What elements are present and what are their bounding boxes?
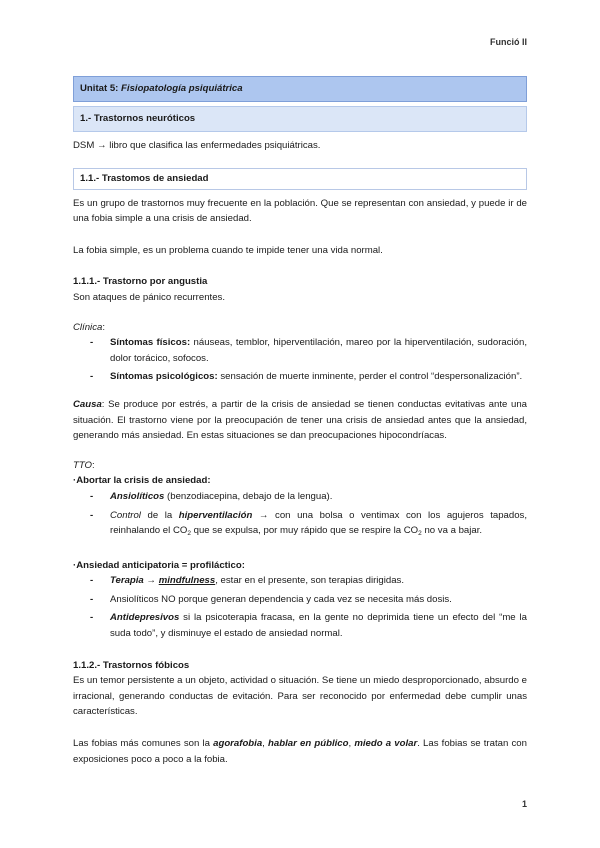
list-item: - Antidepresivos si la psicoterapia fracasa, en la gente no deprimida tiene un efecto del “me la suda todo”, y disminuye el estado de ansiedad normal. (73, 610, 527, 641)
tto-label: TTO: (73, 459, 95, 471)
list-item: - Síntomas psicológicos: sensación de muerte inminente, perder el control “despersonalización”. (73, 369, 527, 385)
anticipatoria-list (73, 573, 527, 641)
arrow-symbol: → (97, 140, 107, 151)
unit-title: Fisiopatología psiquiátrica (121, 83, 243, 95)
anxiety-intro: Es un grupo de trastornos muy frecuente en la población. Que se representan con ansiedad, y puede ir de una fobia simple a una crisis de ansiedad. (73, 197, 527, 225)
section-heading-1-1-2 (73, 658, 527, 674)
section-1-1-1-title: 1.1.1.- Trastorno por angustia (73, 276, 208, 288)
abortar-list (73, 489, 527, 542)
dsm-text: libro que clasifica las enfermedades psiquiátricas. (109, 140, 321, 151)
page-content (73, 76, 527, 767)
list-item: - Ansiolíticos (benzodiacepina, debajo de la lengua). (73, 489, 527, 505)
section-heading-1 (73, 106, 527, 132)
dsm-definition (73, 138, 527, 154)
causa-label: Causa (73, 398, 102, 410)
clinica-label: Clínica: (73, 321, 105, 333)
dsm-term: DSM (73, 140, 95, 151)
section-1-title: 1.- Trastornos neuróticos (80, 113, 196, 125)
panic-definition: Son ataques de pánico recurrentes. (73, 291, 226, 303)
anticipatoria-heading: ·Ansiedad anticipatoria = profiláctico: (73, 559, 245, 571)
section-heading-1-1-1 (73, 274, 527, 290)
section-1-1-title: 1.1.- Trastomos de ansiedad (80, 172, 209, 184)
phobia-definition: Es un temor persistente a un objeto, actividad o situación. Se tiene un miedo desproporcionado, absurdo e irracional, generando conductas de evitación. Para ser reconocido por enfermedad debe cumplir unas características. (73, 675, 527, 718)
list-item: - Control de la hiperventilación → con una bolsa o ventimax con los agujeros tapados, reinhalando el $CO_2$ que se expulsa, por muy rápido que se respire la $CO_2$ no va a bajar. (73, 508, 527, 542)
section-heading-1-1 (73, 168, 527, 190)
common-phobias: Las fobias más comunes son la agorafobia, hablar en público, miedo a volar. Las fobias se tratan con exposiciones poco a poco a la fobia. (73, 738, 527, 765)
list-item: - Terapia → mindfulness, estar en el presente, son terapias dirigidas. (73, 573, 527, 589)
list-item: - Síntomas físicos: náuseas, temblor, hiperventilación, mareo por la hiperventilación, sudoración, dolor torácico, sofocos. (73, 335, 527, 366)
list-item: - Ansiolíticos NO porque generan dependencia y cada vez se necesita más dosis. (73, 592, 527, 608)
unit-title-band (73, 76, 527, 102)
page-number: 1 (521, 799, 527, 809)
simple-phobia-note: La fobia simple, es un problema cuando te impide tener una vida normal. (73, 244, 383, 256)
running-header: Funció II (490, 37, 527, 47)
unit-label: Unitat 5: (80, 83, 119, 95)
section-1-1-2-title: 1.1.2.- Trastornos fóbicos (73, 659, 190, 671)
causa-paragraph (73, 397, 527, 444)
abortar-heading: ·Abortar la crisis de ansiedad: (73, 475, 211, 487)
causa-text: : Se produce por estrés, a partir de la crisis de ansiedad se tienen conductas evitativas ante una situación. El trastorno viene por la preocupación de tener una crisis de ansiedad antes que la ansiedad, generando más ansiedad. En estas situaciones se dan preocupaciones hipocondríacas. (73, 398, 527, 442)
clinica-list (73, 335, 527, 385)
